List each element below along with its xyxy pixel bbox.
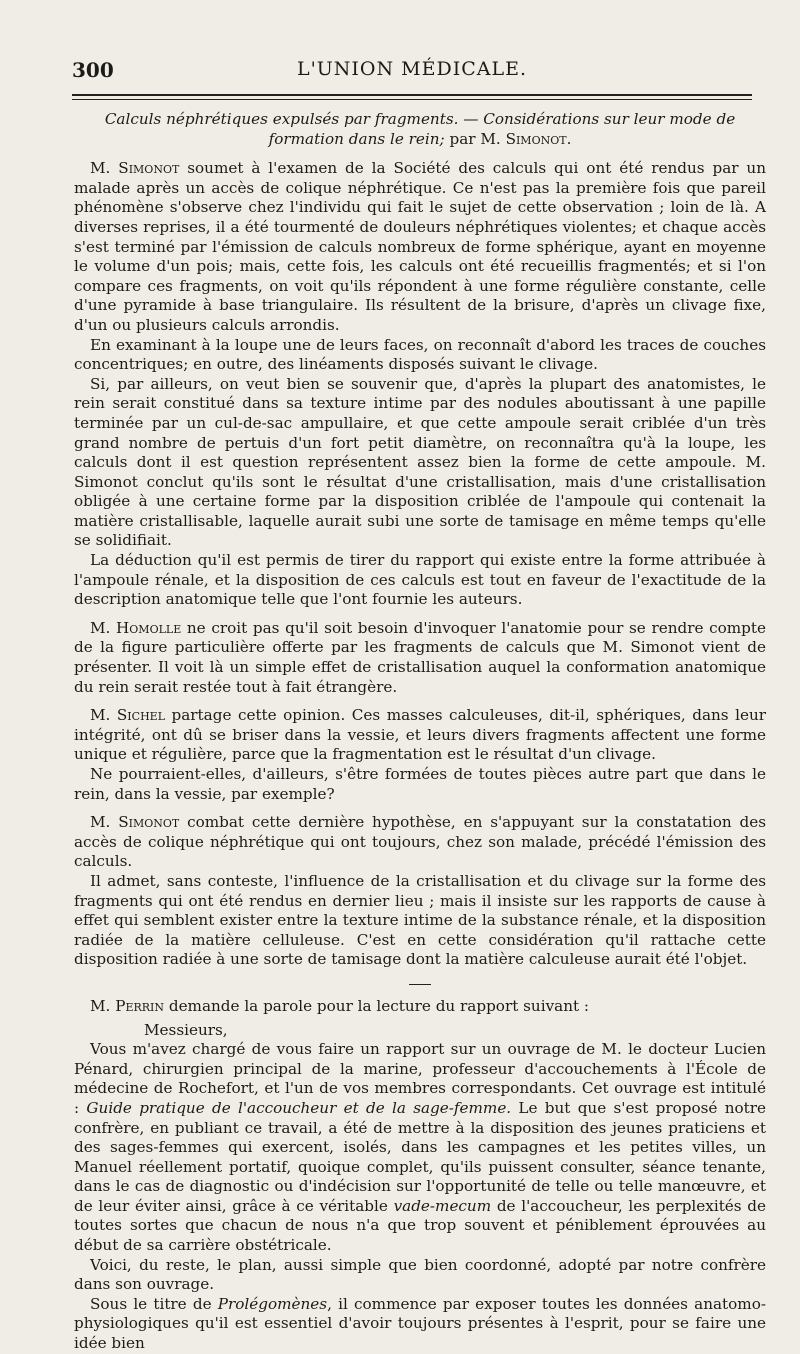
paragraph-text: demande la parole pour la lecture du rapport suivant : xyxy=(164,996,590,1015)
speaker-name: Sichel xyxy=(116,706,165,725)
paragraph-text: , il commence par exposer toutes les données anatomo-physiologiques qu'il est essentiel d'avoir toujours présentes à l'esprit, pour se faire une idée bien xyxy=(74,1294,766,1353)
header-rule xyxy=(72,94,752,100)
paragraph-text: combat cette dernière hypothèse, en s'appuyant sur la constatation des accès de colique néphrétique qui ont toujours, chez son malade, précédé l'émission des calculs. xyxy=(74,813,766,871)
paragraph-text: soumet à l'examen de la Société des calculs qui ont été rendus par un malade après un accès de colique néphrétique. Ce n'est pas la première fois que pareil phénomène s'observe chez l'individu qui fait le sujet de cette observation ; loin de là. A diverses reprises, il a été tourmenté de douleurs néphrétiques violentes; et chaque accès s'est terminé par l'émission de calculs nombreux de forme sphérique, ayant en moyenne le volume d'un pois; mais, cette fois, les calculs ont été recueillis fragmentés; et si l'on compare ces fragments, on voit qu'ils répondent à une forme régulière constante, celle d'une pyramide à base triangulaire. Ils résultent de la brisure, d'après un clivage fixe, d'un ou plusieurs calculs arrondis. xyxy=(74,159,766,334)
section-separator xyxy=(409,984,431,985)
italic-term: vade-mecum xyxy=(393,1196,492,1215)
article-author-prefix: par M. xyxy=(449,129,501,148)
book-title: Guide pratique de l'accoucheur et de la sage-femme. xyxy=(86,1098,512,1117)
paragraph: Il admet, sans conteste, l'influence de la cristallisation et du clivage sur la forme des fragments qui ont été rendus en dernier lieu ; mais il insiste sur les rapports de cause à effet qui semblent exister entre la texture intime de la substance rénale, et la disposition radiée de la matière celluleuse. C'est en cette considération qu'il rattache cette disposition radiée à une sorte de tamisage dont la matière calculeuse aurait été l'objet. xyxy=(74,871,766,969)
page-number: 300 xyxy=(72,58,114,82)
body-text xyxy=(74,110,766,1354)
speaker-prefix: M. xyxy=(90,996,116,1015)
paragraph: En examinant à la loupe une de leurs faces, on reconnaît d'abord les traces de couches concentriques; en outre, des linéaments disposés suivant le clivage. xyxy=(74,335,766,374)
article-title-text: Calculs néphrétiques expulsés par fragments. — Considérations sur leur mode de formation dans le rein; xyxy=(104,110,736,148)
paragraph: La déduction qu'il est permis de tirer du rapport qui existe entre la forme attribuée à l'ampoule rénale, et la disposition de ces calculs est tout en faveur de l'exactitude de la description anatomique telle que l'ont fournie les auteurs. xyxy=(74,551,766,609)
speaker-name: Simonot xyxy=(118,813,180,832)
page-header xyxy=(72,56,752,88)
speaker-name: Homolle xyxy=(116,618,182,637)
speaker-prefix: M. xyxy=(90,706,117,725)
paragraph xyxy=(74,706,766,765)
article-author-name: Simonot. xyxy=(505,129,572,148)
paragraph-text: Vous m'avez chargé de vous faire un rapport sur un ouvrage de M. le docteur Lucien Pénard, chirurgien principal de la marine, professeur d'accouchements à l'École de médecine de Rochefort, et l'un de vos membres correspondants. Cet ouvrage est intitulé : xyxy=(74,1040,766,1117)
speaker-name: Simonot xyxy=(118,159,180,178)
paragraph xyxy=(74,813,766,872)
running-head: L'UNION MÉDICALE. xyxy=(296,58,528,80)
paragraph xyxy=(74,1040,766,1256)
paragraph: Ne pourraient-elles, d'ailleurs, s'être formées de toutes pièces autre part que dans le rein, dans la vessie, par exemple? xyxy=(74,765,766,803)
article-title xyxy=(74,110,766,149)
paragraph xyxy=(74,159,766,335)
speaker-prefix: M. xyxy=(90,618,117,637)
salutation: Messieurs, xyxy=(144,1020,228,1039)
paragraph-text: de l'accoucheur, les perplexités de toutes sortes que chacun de nous n'a que trop souvent et péniblement éprouvées au début de sa carrière obstétricale. xyxy=(74,1196,766,1255)
paragraph-text: Le but que s'est proposé notre confrère, en publiant ce travail, a été de mettre à la disposition des jeunes praticiens et des sages-femmes qui exercent, isolés, dans les campagnes et les petites villes, un Manuel réellement portatif, quoique complet, qu'ils puissent consulter, séance tenante, dans le cas de diagnostic ou d'indécision sur l'opportunité de telle ou telle manœuvre, et de leur éviter ainsi, grâce à ce véritable xyxy=(74,1098,766,1215)
paragraph: Voici, du reste, le plan, aussi simple que bien coordonné, adopté par notre confrère dans son ouvrage. xyxy=(74,1255,766,1294)
paragraph xyxy=(74,1295,766,1354)
paragraph-text: partage cette opinion. Ces masses calculeuses, dit-il, sphériques, dans leur intégrité, ont dû se briser dans la vessie, et leurs divers fragments affectent une forme unique et régulière, parce que la fragmentation est le résultat d'un clivage. xyxy=(74,706,766,764)
italic-term: Prolégomènes xyxy=(217,1294,328,1313)
speaker-prefix: M. xyxy=(90,159,119,178)
paragraph-text: ne croit pas qu'il soit besoin d'invoquer l'anatomie pour se rendre compte de la figure particulière offerte par les fragments de calculs que M. Simonot vient de présenter. Il voit là un simple effet de cristallisation auquel la conformation anatomique du rein serait restée tout à fait étrangère. xyxy=(74,618,766,696)
speaker-name: Perrin xyxy=(115,996,165,1015)
paragraph xyxy=(74,619,766,697)
paragraph: Si, par ailleurs, on veut bien se souvenir que, d'après la plupart des anatomistes, le rein serait constitué dans sa texture intime par des nodules aboutissant à une papille terminée par un cul-de-sac ampullaire, et que cette ampoule serait criblée d'un très grand nombre de pertuis d'un fort petit diamètre, on reconnaîtra qu'à la loupe, les calculs dont il est question représentent assez bien la forme de cette ampoule. M. Simonot conclut qu'ils sont le résultat d'une cristallisation, mais d'une cristallisation obligée à une certaine forme par la disposition criblée de l'ampoule qui contenait la matière cristallisable, laquelle aurait subi une sorte de tamisage en même temps qu'elle se solidifiait. xyxy=(74,374,766,550)
paragraph xyxy=(74,997,766,1017)
speaker-prefix: M. xyxy=(90,813,119,832)
paragraph-text: Sous le titre de xyxy=(90,1294,218,1313)
